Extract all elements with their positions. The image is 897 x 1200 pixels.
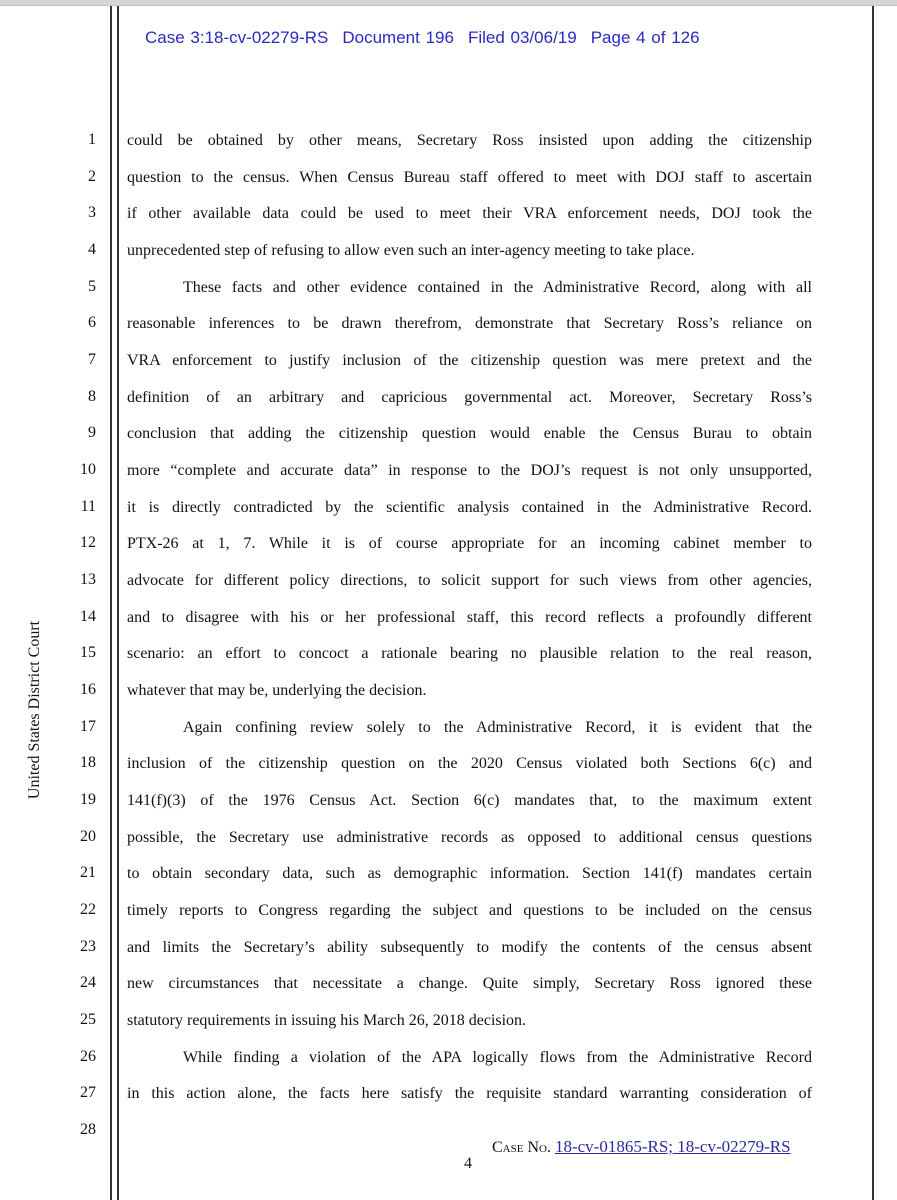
text-line: conclusion that adding the citizenship question would enable the Census Burau to obtain xyxy=(127,425,812,443)
line-number: 18 xyxy=(80,754,96,772)
margin-rule-left-outer xyxy=(110,6,112,1200)
line-number: 6 xyxy=(88,314,96,332)
line-number: 3 xyxy=(88,204,96,222)
line-number: 4 xyxy=(88,241,96,258)
line-number: 24 xyxy=(80,974,96,992)
document-header xyxy=(145,28,714,48)
text-line: unprecedented step of refusing to allow even such an inter-agency meeting to take place. xyxy=(127,242,695,259)
text-line: could be obtained by other means, Secretary Ross insisted upon adding the citizenship xyxy=(127,132,812,149)
line-number: 28 xyxy=(80,1121,96,1139)
text-line: new circumstances that necessitate a change. Quite simply, Secretary Ross ignored these xyxy=(127,975,812,993)
text-line: inclusion of the citizenship question on the 2020 Census violated both Sections 6(c) and xyxy=(127,755,812,773)
line-number: 17 xyxy=(80,717,96,735)
text-line: question to the census. When Census Bureau staff offered to meet with DOJ staff to ascertain xyxy=(127,168,812,186)
text-line: Again confining review solely to the Administrative Record, it is evident that the xyxy=(183,718,812,736)
line-number: 13 xyxy=(80,571,96,589)
line-number: 8 xyxy=(88,387,96,405)
text-line: more “complete and accurate data” in response to the DOJ’s request is not only unsupported, xyxy=(127,462,812,480)
header-page: Page 4 of 126 xyxy=(590,28,700,47)
text-line: to obtain secondary data, such as demographic information. Section 141(f) mandates certain xyxy=(127,865,812,883)
line-number: 11 xyxy=(80,497,96,515)
text-line: These facts and other evidence contained in the Administrative Record, along with all xyxy=(183,278,812,296)
line-number: 12 xyxy=(80,534,96,552)
line-number: 21 xyxy=(80,864,96,882)
text-line: 141(f)(3) of the 1976 Census Act. Section 6(c) mandates that, to the maximum extent xyxy=(127,792,812,810)
line-number: 10 xyxy=(80,461,96,479)
text-line: statutory requirements in issuing his March 26, 2018 decision. xyxy=(127,1012,527,1030)
text-line: While finding a violation of the APA logically flows from the Administrative Record xyxy=(183,1048,812,1066)
text-line: possible, the Secretary use administrative records as opposed to additional census questions xyxy=(127,828,812,846)
line-number: 20 xyxy=(80,827,96,845)
viewer-top-bar xyxy=(0,0,897,6)
text-line: timely reports to Congress regarding the subject and questions to be included on the census xyxy=(127,902,812,920)
line-number: 25 xyxy=(80,1011,96,1029)
text-line: definition of an arbitrary and capricious governmental act. Moreover, Secretary Ross’s xyxy=(127,388,812,406)
line-number: 23 xyxy=(80,937,96,955)
text-line: whatever that may be, underlying the decision. xyxy=(127,682,427,700)
line-number: 16 xyxy=(80,681,96,699)
text-line: and to disagree with his or her professional staff, this record reflects a profoundly different xyxy=(127,608,812,626)
text-line: VRA enforcement to justify inclusion of the citizenship question was mere pretext and the xyxy=(127,352,812,370)
text-line: and limits the Secretary’s ability subsequently to modify the contents of the census absent xyxy=(127,938,812,956)
line-number: 7 xyxy=(88,351,96,369)
line-number: 9 xyxy=(88,424,96,442)
text-line: if other available data could be used to meet their VRA enforcement needs, DOJ took the xyxy=(127,205,812,223)
header-document: Document 196 xyxy=(342,28,454,47)
header-case: Case 3:18-cv-02279-RS xyxy=(145,28,329,47)
margin-rule-left-inner xyxy=(117,6,119,1200)
line-number: 15 xyxy=(80,644,96,662)
margin-rule-right xyxy=(872,6,874,1200)
page-number: 4 xyxy=(464,1155,472,1172)
court-sidebar-label: United States District Court xyxy=(26,620,43,800)
text-line: PTX-26 at 1, 7. While it is of course appropriate for an incoming cabinet member to xyxy=(127,535,812,553)
line-number: 26 xyxy=(80,1047,96,1065)
line-number: 5 xyxy=(88,277,96,295)
case-label: Case No. xyxy=(492,1139,551,1156)
line-number: 1 xyxy=(88,131,96,148)
text-line: it is directly contradicted by the scientific analysis contained in the Administrative Record. xyxy=(127,498,812,516)
line-number: 22 xyxy=(80,901,96,919)
line-number: 19 xyxy=(80,791,96,809)
line-number: 14 xyxy=(80,607,96,625)
text-line: reasonable inferences to be drawn therefrom, demonstrate that Secretary Ross’s reliance on xyxy=(127,315,812,333)
header-filed: Filed 03/06/19 xyxy=(467,28,577,47)
line-number: 2 xyxy=(88,167,96,185)
footer-case-number xyxy=(492,1137,791,1157)
text-line: advocate for different policy directions, to solicit support for such views from other agencies, xyxy=(127,572,812,590)
case-numbers-link[interactable]: 18-cv-01865-RS; 18-cv-02279-RS xyxy=(554,1137,791,1156)
text-line: in this action alone, the facts here satisfy the requisite standard warranting consideration of xyxy=(127,1085,812,1103)
line-number: 27 xyxy=(80,1084,96,1102)
text-line: scenario: an effort to concoct a rationale bearing no plausible relation to the real reason, xyxy=(127,645,812,663)
